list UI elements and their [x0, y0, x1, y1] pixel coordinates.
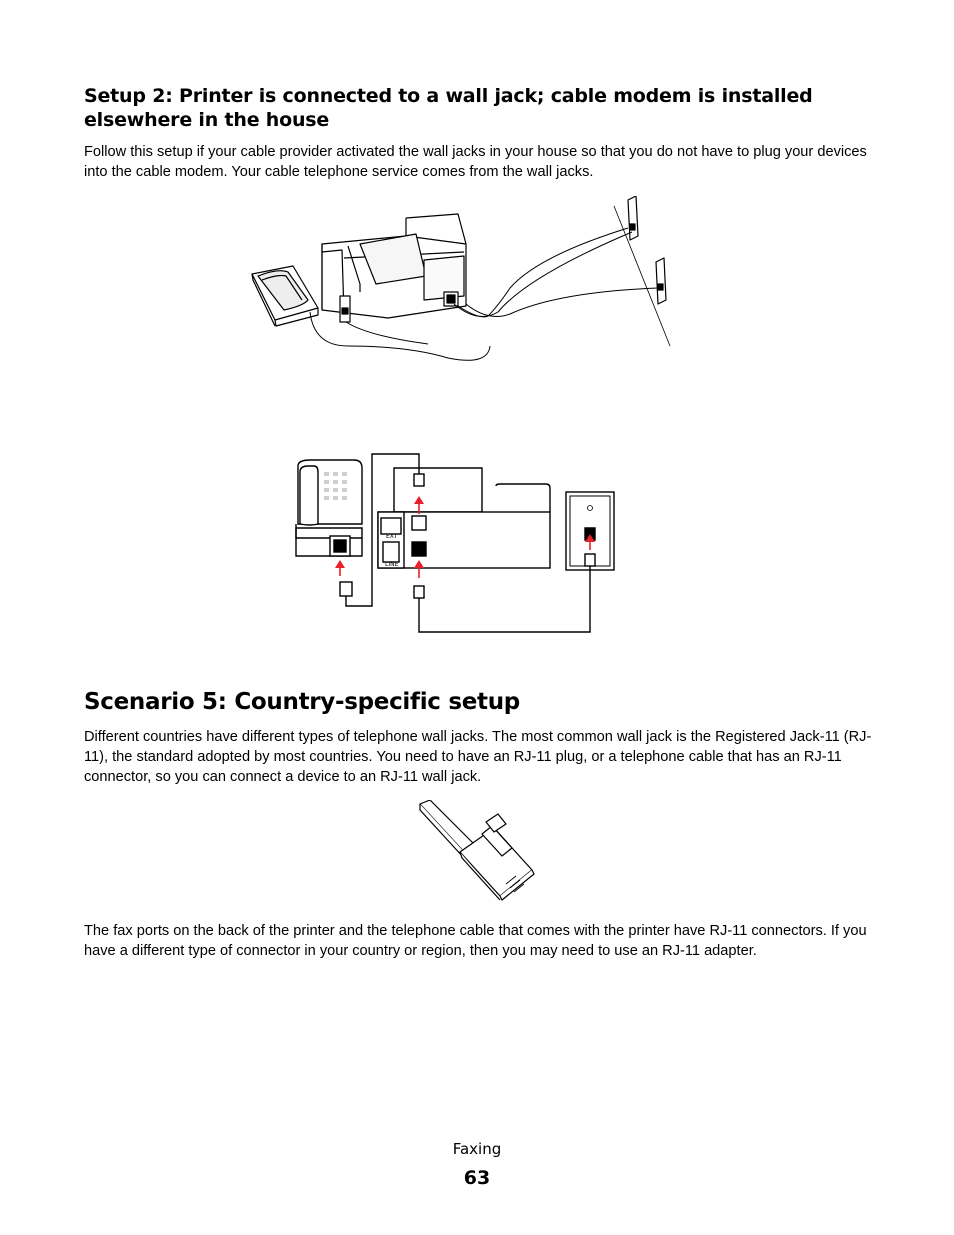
footer-section-title: Faxing: [452, 1140, 502, 1158]
scenario-5-heading: Scenario 5: Country-specific setup: [84, 689, 520, 715]
rj11-connector-illustration: [416, 800, 541, 905]
setup-2-heading: Setup 2: Printer is connected to a wall jack; cable modem is installed elsewhere in the house: [84, 85, 813, 131]
printer-illustration: [322, 214, 466, 322]
printer-schematic: [340, 454, 550, 606]
rj11-adapter-note: The fax ports on the back of the printer and the telephone cable that comes with the printer have RJ-11 connectors. If you have a different type of connector in your country or region, then you may need to use an RJ-11 adapter.: [84, 923, 867, 959]
telephone-illustration: [252, 266, 318, 326]
page-number: 63: [463, 1167, 491, 1189]
setup-illustration: [248, 196, 678, 371]
line-port-label: LINE: [385, 561, 399, 568]
wiring-diagram: [288, 450, 623, 640]
wall-jack-schematic: [566, 492, 614, 570]
telephone-schematic: [296, 460, 362, 556]
setup-2-description: Follow this setup if your cable provider activated the wall jacks in your house so that you do not have to plug your devices into the cable modem. Your cable telephone service comes from the wall jacks.: [84, 144, 867, 180]
ext-port-label: EXT: [386, 533, 398, 540]
scenario-5-description: Different countries have different types of telephone wall jacks. The most common wall jack is the Registered Jack-11 (RJ-11), the standard adopted by most countries. You need to have an RJ-11 plug, or a telephone cable that has an RJ-11 connector, so you can connect a device to an RJ-11 wall jack.: [84, 729, 872, 785]
